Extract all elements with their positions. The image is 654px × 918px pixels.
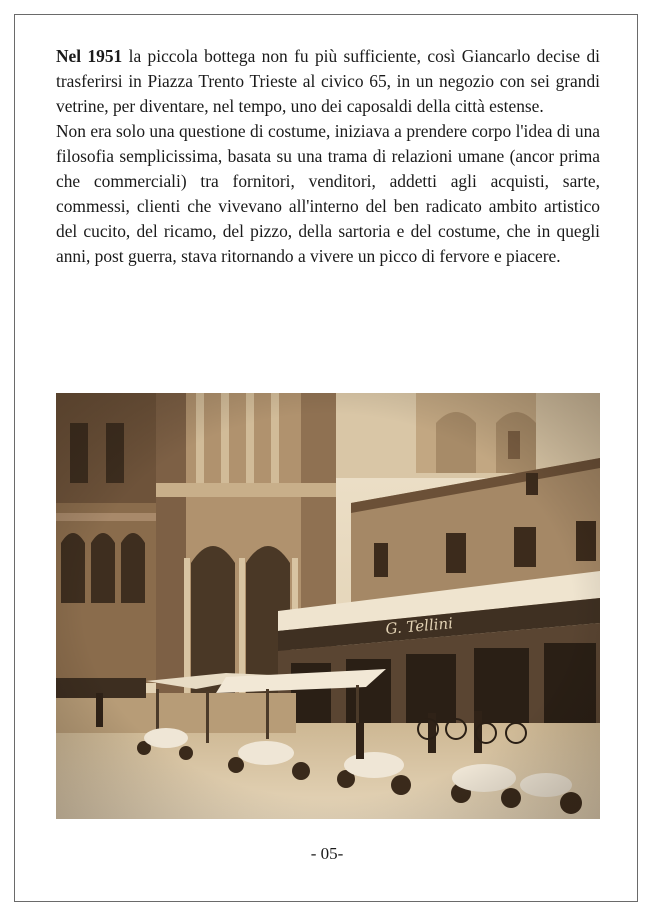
historic-photo-drawing xyxy=(56,393,600,819)
body-text xyxy=(56,44,600,269)
paragraph-1-lead: Nel 1951 xyxy=(56,46,123,66)
paragraph-2: Non era solo una questione di costume, iniziava a prendere corpo l'idea di una filosofia semplicissima, basata su una trama di relazioni umane (ancor prima che commerciali) tra fornitori, venditori, addetti agli acquisti, sarte, commessi, clienti che vivevano all'interno del ben radicato ambito artistico del cucito, del ricamo, del pizzo, della sartoria e del costume, che in quegli anni, post guerra, stava ritornando a vivere un picco di fervore e piacere. xyxy=(56,121,600,266)
historic-photo xyxy=(56,393,600,819)
paragraph-1-text: la piccola bottega non fu più sufficiente, così Giancarlo decise di trasferirsi in Piazza Trento Trieste al civico 65, in un negozio con sei grandi vetrine, per diventare, nel tempo, uno dei caposaldi della città estense. xyxy=(56,46,600,116)
page-number: - 05- xyxy=(310,844,344,863)
paragraph-1 xyxy=(56,44,600,119)
